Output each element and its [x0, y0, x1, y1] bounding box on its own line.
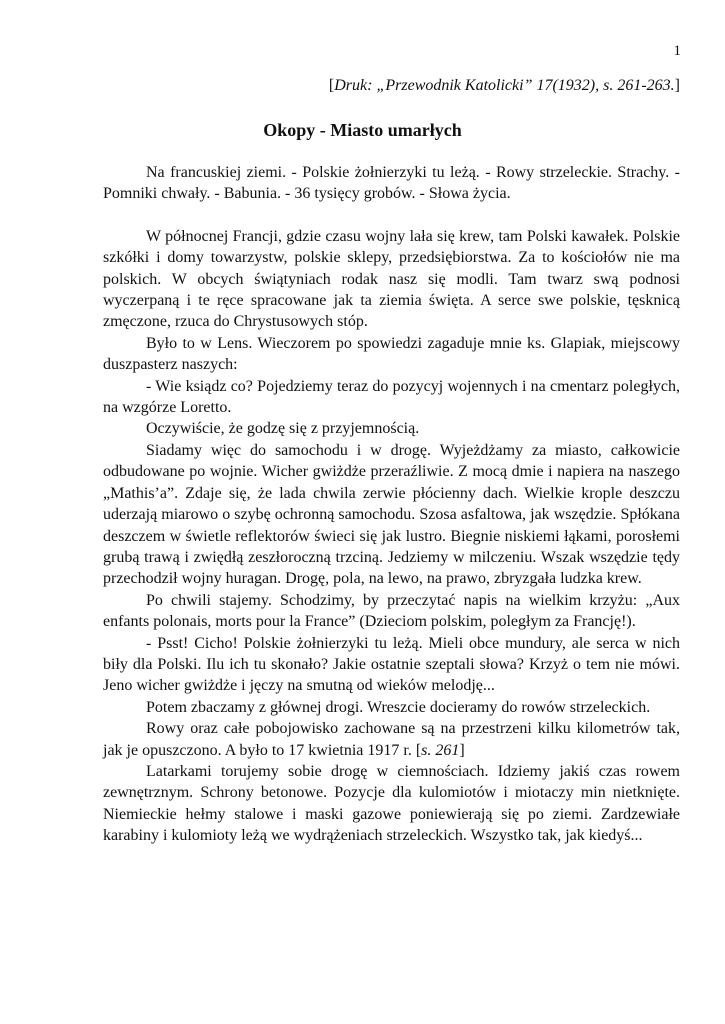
body-paragraph: Siadamy więc do samochodu i w drogę. Wyjeżdżamy za miasto, całkowicie odbudowane po wojnie. Wicher gwiżdże przeraźliwie. Z mocą dmie i napiera na naszego „Mathis’a”. Zdaje się, że lada chwila zerwie płócienny dach. Wielkie krople deszczu uderzają miarowo o szybę ochronną samochodu. Szosa asfaltowa, jak wszędzie. Spłókana deszczem w świetle reflektorów świeci się jak lustro. Biegnie niskiemi łąkami, porosłemi grubą trawą i zwiędłą zeszłoroczną trzciną. Jedziemy w milczeniu. Wszak wszędzie tędy przechodził wojny huragan. Drogę, pola, na lewo, na prawo, zbryzgała ludzka krew.: [103, 441, 680, 588]
source-citation-text: Druk: „Przewodnik Katolicki” 17(1932), s. 261-263.: [334, 77, 675, 94]
source-close-bracket: ]: [674, 77, 680, 94]
article-summary: Na francuskiej ziemi. - Polskie żołnierzyki tu leżą. - Rowy strzeleckie. Strachy. - Pomniki chwały. - Babunia. - 36 tysięcy grobów. - Słowa życia.: [103, 164, 680, 203]
body-paragraph: - Psst! Cicho! Polskie żołnierzyki tu leżą. Mieli obce mundury, ale serca w nich biły dla Polski. Ilu ich tu skonało? Jakie ostatnie szeptali słowa? Krzyż o tem nie mówi. Jeno wicher gwiżdże i jęczy na smutną od wieków melodję...: [103, 634, 680, 695]
paragraph-text: Rowy oraz całe pobojowisko zachowane są na przestrzeni kilku kilometrów tak, jak je opuszczono. A było to 17 kwietnia 1917 r. [: [103, 720, 680, 759]
source-open-bracket: [: [328, 77, 335, 94]
body-paragraph: Oczywiście, że godzę się z przyjemnością.: [146, 420, 420, 438]
body-paragraph: [103, 718, 680, 761]
source-citation: [329, 76, 680, 96]
article-body: [103, 162, 680, 847]
article-title: Okopy - Miasto umarłych: [263, 120, 462, 140]
body-paragraph: Po chwili stajemy. Schodzimy, by przeczytać napis na wielkim krzyżu: „Aux enfants polonais, morts pour la France” (Dzieciom polskim, poległym za Francję!).: [103, 591, 680, 631]
page-reference: s. 261: [421, 741, 460, 759]
body-paragraph: Latarkami torujemy sobie drogę w ciemnościach. Idziemy jakiś czas rowem zewnętrznym. Schrony betonowe. Pozycje dla kulomiotów i miotaczy min nietknięte. Niemieckie hełmy stalowe i maski gazowe poniewierają się po ziemi. Zardzewiałe karabiny i kulomioty leżą we wydrążeniach strzeleckich. Wszystko tak, jak kiedyś...: [103, 762, 680, 845]
body-paragraph: Było to w Lens. Wieczorem po spowiedzi zagaduje mnie ks. Glapiak, miejscowy duszpasterz naszych:: [103, 334, 680, 374]
page-reference-close: ]: [459, 741, 465, 759]
body-paragraph: - Wie ksiądz co? Pojedziemy teraz do pozycyj wojennych i na cmentarz poległych, na wzgórze Loretto.: [103, 377, 680, 417]
page-number: 1: [673, 43, 681, 59]
body-paragraph: W północnej Francji, gdzie czasu wojny lała się krew, tam Polski kawałek. Polskie szkółki i domy towarzystw, polskie sklepy, przedsiębiorstwa. Za to kościołów nie ma polskich. W obcych świątyniach rodak nasz się modli. Tam twarz swą podnosi wyczerpaną i te ręce spracowane jak ta ziemia święta. A serce swe polskie, tęsknicą zmęczone, rzuca do Chrystusowych stóp.: [103, 227, 680, 331]
body-paragraph: Potem zbaczamy z głównej drogi. Wreszcie docieramy do rowów strzeleckich.: [146, 698, 651, 716]
